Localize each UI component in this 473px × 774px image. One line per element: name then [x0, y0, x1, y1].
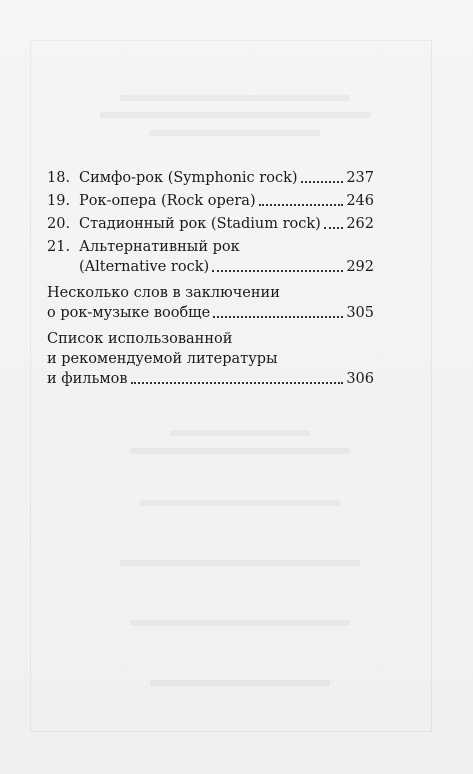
dot-leader: [131, 382, 344, 384]
toc-entry-page: 237: [346, 170, 374, 186]
toc-entry-page: 292: [346, 259, 374, 275]
toc-entry-title: Симфо-рок (Symphonic rock): [79, 170, 298, 186]
toc-entry-page: 305: [346, 305, 374, 321]
toc-entry-number: 21.: [47, 239, 71, 255]
toc-entry-title-line: Альтернативный рок: [79, 239, 240, 255]
dot-leader: [324, 227, 343, 229]
toc-entry-page: 246: [346, 193, 374, 209]
toc-entry-21[interactable]: [47, 237, 374, 277]
toc-entry-18[interactable]: [47, 168, 374, 188]
table-of-contents: [47, 168, 374, 392]
toc-entry-title-line: и рекомендуемой литературы: [47, 351, 278, 367]
bleed-through-line: [120, 95, 350, 101]
toc-entry-20[interactable]: [47, 214, 374, 234]
bleed-through-line: [140, 500, 340, 506]
toc-entry-title-line: и фильмов: [47, 371, 128, 387]
toc-entry-conclusion[interactable]: [47, 283, 374, 323]
dot-leader: [212, 270, 343, 272]
bleed-through-line: [150, 680, 330, 686]
dot-leader: [259, 204, 344, 206]
toc-entry-title-line: Несколько слов в заключении: [47, 285, 280, 301]
bleed-through-line: [130, 620, 350, 626]
bleed-through-line: [100, 112, 370, 118]
toc-entry-bibliography[interactable]: [47, 329, 374, 389]
toc-entry-title-line: Список использованной: [47, 331, 233, 347]
toc-entry-number: 18.: [47, 170, 71, 186]
dot-leader: [213, 316, 343, 318]
toc-entry-number: 19.: [47, 193, 71, 209]
toc-entry-title-line: о рок-музыке вообще: [47, 305, 211, 321]
toc-entry-title: Рок-опера (Rock opera): [79, 193, 256, 209]
bleed-through-line: [120, 560, 360, 566]
toc-entry-19[interactable]: [47, 191, 374, 211]
bleed-through-line: [130, 448, 350, 454]
bleed-through-line: [170, 430, 310, 436]
toc-entry-page: 262: [346, 216, 374, 232]
toc-entry-number: 20.: [47, 216, 71, 232]
toc-entry-title: Стадионный рок (Stadium rock): [79, 216, 321, 232]
bleed-through-line: [150, 130, 320, 136]
toc-entry-title-line: (Alternative rock): [79, 259, 210, 275]
toc-entry-page: 306: [346, 371, 374, 387]
dot-leader: [301, 181, 344, 183]
